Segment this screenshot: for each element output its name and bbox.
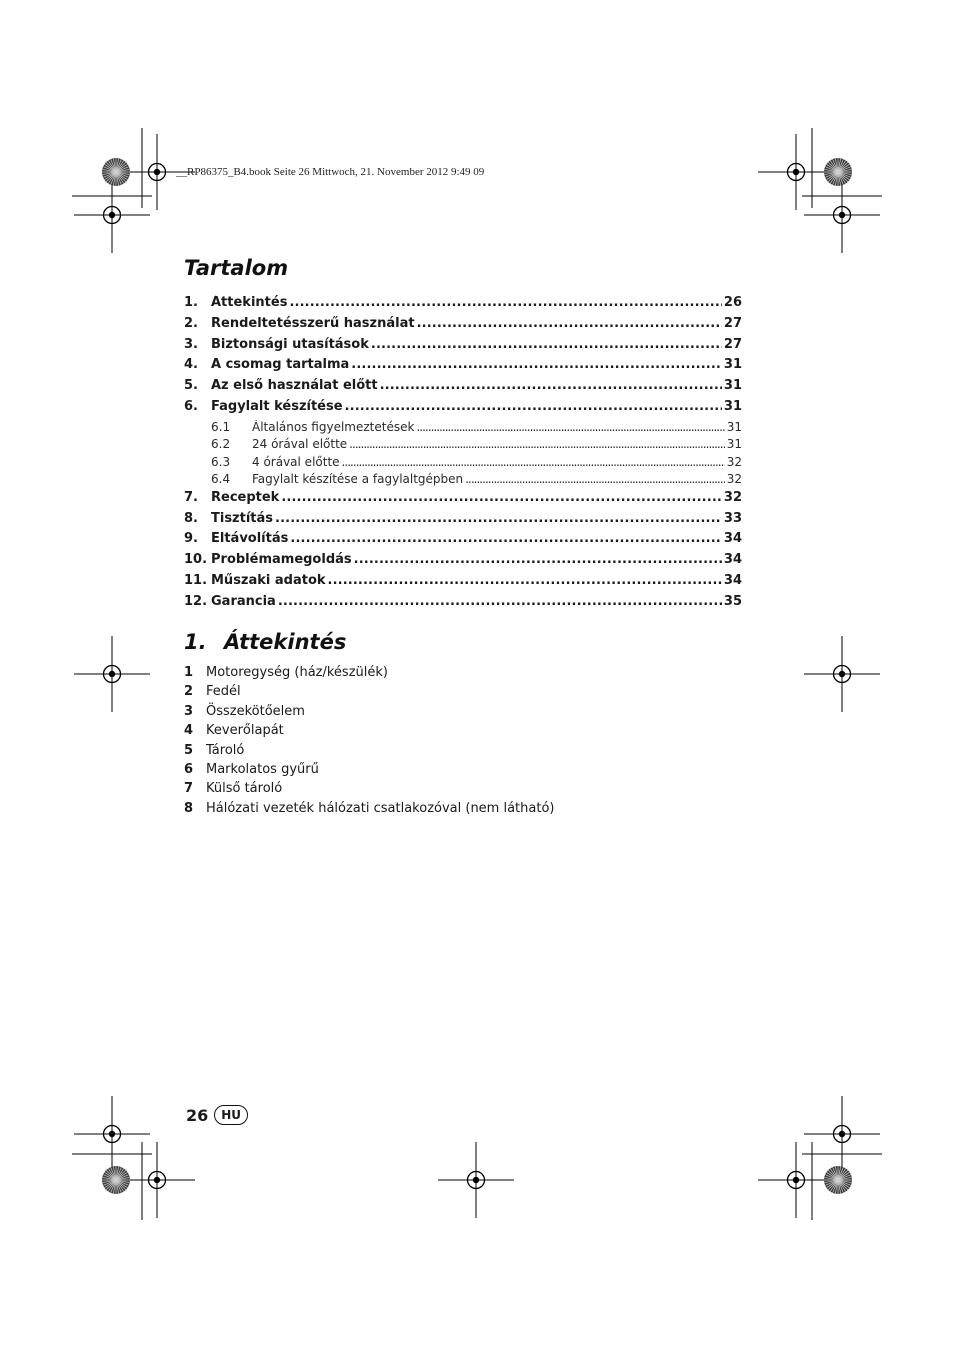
part-number: 8 <box>184 800 194 816</box>
toc-entry[interactable] <box>184 552 742 573</box>
toc-entry-page: 27 <box>723 315 742 331</box>
toc-entry-number: 11. <box>184 572 208 588</box>
toc-dot-leader <box>465 472 725 486</box>
toc-entry-label: 4 órával előtte <box>252 454 340 469</box>
toc-entry-number: 6.1 <box>211 419 231 434</box>
toc-entry-page: 34 <box>723 531 742 547</box>
page-number: 26 <box>186 1105 209 1125</box>
toc-entry-label: Általános figyelmeztetések <box>252 419 415 434</box>
part-number: 6 <box>184 761 194 777</box>
part-item <box>184 665 554 684</box>
part-number: 1 <box>184 665 194 680</box>
toc-entry-label: Műszaki adatok <box>211 572 326 588</box>
toc-title: Tartalom <box>184 256 289 280</box>
part-item <box>184 801 554 820</box>
toc-dot-leader <box>289 295 721 310</box>
toc-entry[interactable] <box>184 399 742 420</box>
toc-entry-label: Tisztítás <box>211 510 274 526</box>
part-item <box>184 684 554 703</box>
toc-dot-leader <box>417 316 722 331</box>
toc-entry[interactable] <box>184 437 742 455</box>
toc-entry-label: Problémamegoldás <box>211 552 352 568</box>
part-number: 7 <box>184 781 194 797</box>
toc-dot-leader <box>290 531 722 546</box>
toc-entry-page: 31 <box>726 419 742 434</box>
toc-entry-label: Receptek <box>211 489 280 505</box>
toc-entry-page: 27 <box>723 336 742 352</box>
part-item <box>184 743 554 762</box>
toc-entry-number: 8. <box>184 510 198 526</box>
section-title: Áttekintés <box>224 630 347 654</box>
toc-entry-number: 1. <box>184 295 198 310</box>
toc-entry-number: 6. <box>184 398 198 414</box>
toc-dot-leader <box>416 420 724 434</box>
toc-entry-page: 31 <box>726 437 742 452</box>
toc-entry[interactable] <box>184 573 742 594</box>
toc-entry-label: Rendeltetésszerű használat <box>211 315 415 331</box>
part-label: Tároló <box>206 742 245 758</box>
toc-entry-page: 34 <box>723 552 742 568</box>
toc-entry-page: 26 <box>723 295 742 310</box>
toc-entry-label: Fagylalt készítése a fagylaltgépben <box>252 472 464 487</box>
language-badge: HU <box>214 1105 248 1125</box>
part-label: Markolatos gyűrű <box>206 761 319 777</box>
part-item <box>184 762 554 781</box>
part-number: 4 <box>184 723 194 739</box>
print-header-info: __RP86375_B4.book Seite 26 Mittwoch, 21. November 2012 9:49 09 <box>176 166 485 178</box>
part-number: 2 <box>184 684 194 700</box>
part-item <box>184 723 554 742</box>
toc-entry-page: 34 <box>723 572 742 588</box>
part-label: Keverőlapát <box>206 723 284 739</box>
part-label: Hálózati vezeték hálózati csatlakozóval (nem látható) <box>206 800 555 816</box>
parts-list <box>184 665 554 820</box>
toc-entry-label: Biztonsági utasítások <box>211 336 369 352</box>
section-number: 1. <box>184 630 207 654</box>
part-item <box>184 781 554 800</box>
table-of-contents <box>184 295 742 615</box>
toc-entry[interactable] <box>184 378 742 399</box>
toc-entry-label: Az első használat előtt <box>211 378 378 394</box>
toc-dot-leader <box>342 455 725 469</box>
toc-entry-label: Garancia <box>211 593 276 609</box>
toc-entry[interactable] <box>184 455 742 473</box>
toc-entry-number: 7. <box>184 489 198 505</box>
toc-entry-number: 5. <box>184 378 198 394</box>
part-number: 5 <box>184 742 194 758</box>
part-label: Összekötőelem <box>206 703 305 719</box>
toc-entry-number: 9. <box>184 531 198 547</box>
toc-entry[interactable] <box>184 420 742 438</box>
toc-entry[interactable] <box>184 316 742 337</box>
toc-entry-page: 32 <box>723 489 742 505</box>
toc-entry-page: 31 <box>723 357 742 373</box>
toc-dot-leader <box>380 378 722 393</box>
toc-entry[interactable] <box>184 337 742 358</box>
toc-entry-page: 33 <box>723 510 742 526</box>
toc-entry[interactable] <box>184 594 742 615</box>
section-heading <box>184 630 346 654</box>
toc-entry-page: 32 <box>726 472 742 487</box>
toc-entry-number: 6.2 <box>211 437 231 452</box>
toc-entry-label: Fagylalt készítése <box>211 398 343 414</box>
toc-entry[interactable] <box>184 490 742 511</box>
toc-entry-page: 31 <box>723 378 742 394</box>
toc-entry-label: 24 órával előtte <box>252 437 348 452</box>
toc-entry[interactable] <box>184 511 742 532</box>
toc-entry-number: 3. <box>184 336 198 352</box>
part-label: Külső tároló <box>206 781 283 797</box>
toc-dot-leader <box>345 399 722 414</box>
toc-entry-number: 2. <box>184 315 198 331</box>
toc-entry-number: 10. <box>184 552 208 568</box>
toc-dot-leader <box>371 337 722 352</box>
toc-entry-page: 32 <box>726 454 742 469</box>
toc-entry-page: 31 <box>723 398 742 414</box>
toc-entry-number: 4. <box>184 357 198 373</box>
toc-entry[interactable] <box>184 472 742 490</box>
toc-entry-number: 12. <box>184 593 208 609</box>
toc-entry-number: 6.4 <box>211 472 231 487</box>
toc-dot-leader <box>354 552 722 567</box>
toc-entry[interactable] <box>184 295 742 316</box>
page-footer <box>186 1105 248 1125</box>
toc-dot-leader <box>351 357 722 372</box>
toc-entry-page: 35 <box>723 593 742 609</box>
toc-dot-leader <box>278 594 722 609</box>
toc-entry-number: 6.3 <box>211 454 231 469</box>
toc-dot-leader <box>281 490 722 505</box>
toc-dot-leader <box>328 573 722 588</box>
toc-entry[interactable] <box>184 531 742 552</box>
part-item <box>184 704 554 723</box>
toc-dot-leader <box>275 511 722 526</box>
part-label: Motoregység (ház/készülék) <box>206 665 388 680</box>
toc-dot-leader <box>349 437 725 451</box>
toc-entry-label: A csomag tartalma <box>211 357 350 373</box>
toc-entry[interactable] <box>184 357 742 378</box>
part-number: 3 <box>184 703 194 719</box>
toc-entry-label: Eltávolítás <box>211 531 289 547</box>
toc-entry-label: Áttekintés <box>211 295 288 310</box>
part-label: Fedél <box>206 684 241 700</box>
